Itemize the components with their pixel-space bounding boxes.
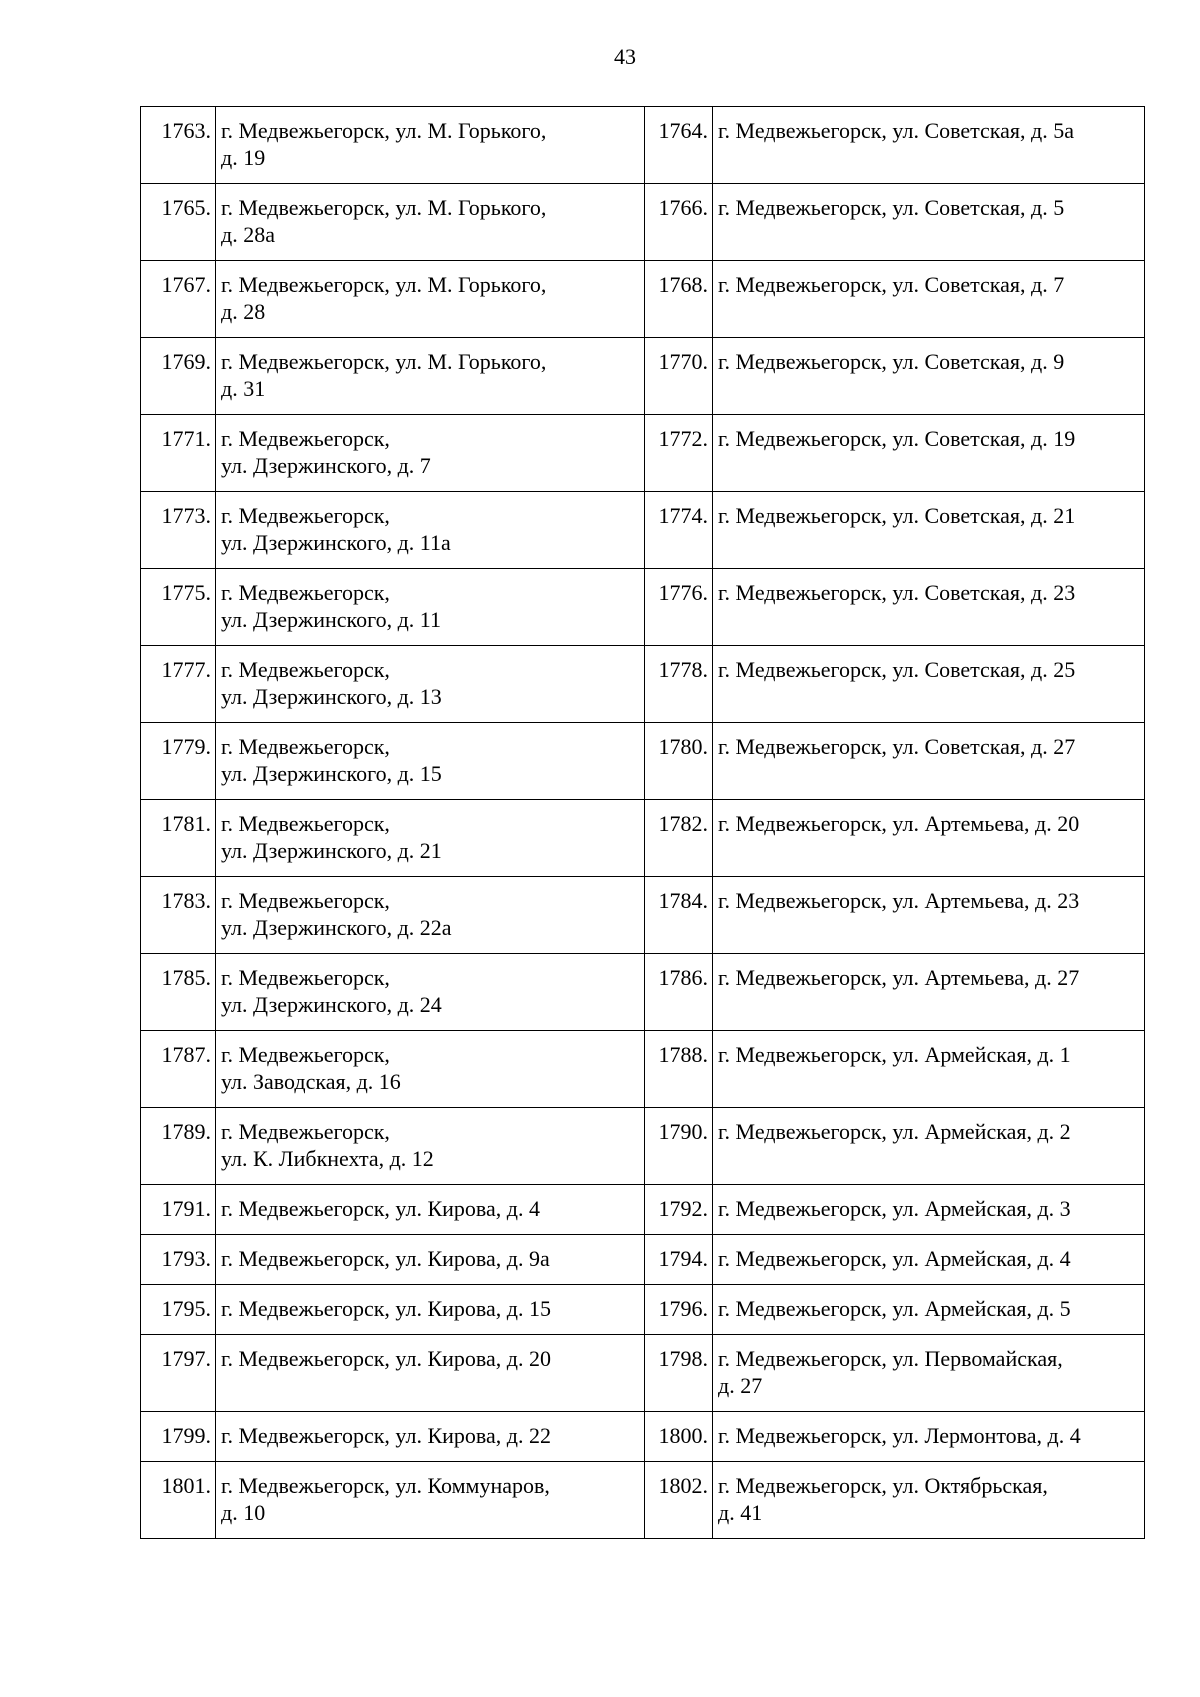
entry-address: г. Медвежьегорск, ул. М. Горького, д. 28 xyxy=(216,261,645,338)
entry-number: 1772. xyxy=(645,415,713,492)
entry-address: г. Медвежьегорск, ул. Заводская, д. 16 xyxy=(216,1031,645,1108)
entry-address: г. Медвежьегорск, ул. Советская, д. 5 xyxy=(713,184,1145,261)
entry-address: г. Медвежьегорск, ул. Дзержинского, д. 22а xyxy=(216,877,645,954)
table-row xyxy=(141,415,1145,492)
table-row xyxy=(141,1185,1145,1235)
entry-address: г. Медвежьегорск, ул. Армейская, д. 3 xyxy=(713,1185,1145,1235)
entry-number: 1797. xyxy=(141,1335,216,1412)
entry-number: 1767. xyxy=(141,261,216,338)
table-row xyxy=(141,261,1145,338)
entry-number: 1763. xyxy=(141,107,216,184)
entry-number: 1779. xyxy=(141,723,216,800)
entry-address: г. Медвежьегорск, ул. Советская, д. 25 xyxy=(713,646,1145,723)
entry-number: 1781. xyxy=(141,800,216,877)
entry-number: 1773. xyxy=(141,492,216,569)
entry-address: г. Медвежьегорск, ул. Армейская, д. 1 xyxy=(713,1031,1145,1108)
entry-address: г. Медвежьегорск, ул. Лермонтова, д. 4 xyxy=(713,1412,1145,1462)
entry-number: 1778. xyxy=(645,646,713,723)
entry-number: 1782. xyxy=(645,800,713,877)
entry-address: г. Медвежьегорск, ул. Кирова, д. 4 xyxy=(216,1185,645,1235)
entry-number: 1769. xyxy=(141,338,216,415)
entry-number: 1785. xyxy=(141,954,216,1031)
entry-address: г. Медвежьегорск, ул. М. Горького, д. 31 xyxy=(216,338,645,415)
entry-address: г. Медвежьегорск, ул. Октябрьская, д. 41 xyxy=(713,1462,1145,1539)
entry-number: 1793. xyxy=(141,1235,216,1285)
table-row xyxy=(141,723,1145,800)
table-row xyxy=(141,1108,1145,1185)
entry-address: г. Медвежьегорск, ул. Артемьева, д. 20 xyxy=(713,800,1145,877)
entry-number: 1789. xyxy=(141,1108,216,1185)
entry-number: 1796. xyxy=(645,1285,713,1335)
entry-number: 1775. xyxy=(141,569,216,646)
entry-address: г. Медвежьегорск, ул. Дзержинского, д. 13 xyxy=(216,646,645,723)
table-row xyxy=(141,338,1145,415)
entry-number: 1792. xyxy=(645,1185,713,1235)
entry-number: 1766. xyxy=(645,184,713,261)
table-row xyxy=(141,800,1145,877)
entry-address: г. Медвежьегорск, ул. Коммунаров, д. 10 xyxy=(216,1462,645,1539)
table-row xyxy=(141,1235,1145,1285)
entry-address: г. Медвежьегорск, ул. Советская, д. 19 xyxy=(713,415,1145,492)
entry-number: 1777. xyxy=(141,646,216,723)
entry-number: 1784. xyxy=(645,877,713,954)
table-row xyxy=(141,877,1145,954)
entry-number: 1771. xyxy=(141,415,216,492)
entry-address: г. Медвежьегорск, ул. Армейская, д. 5 xyxy=(713,1285,1145,1335)
table-row xyxy=(141,1462,1145,1539)
entry-address: г. Медвежьегорск, ул. Дзержинского, д. 24 xyxy=(216,954,645,1031)
table-row xyxy=(141,646,1145,723)
entry-number: 1765. xyxy=(141,184,216,261)
entry-address: г. Медвежьегорск, ул. Дзержинского, д. 11 xyxy=(216,569,645,646)
entry-address: г. Медвежьегорск, ул. Кирова, д. 9а xyxy=(216,1235,645,1285)
address-table xyxy=(140,106,1145,1539)
page-number: 43 xyxy=(614,44,636,69)
entry-address: г. Медвежьегорск, ул. Дзержинского, д. 11а xyxy=(216,492,645,569)
entry-address: г. Медвежьегорск, ул. Советская, д. 9 xyxy=(713,338,1145,415)
entry-address: г. Медвежьегорск, ул. Армейская, д. 4 xyxy=(713,1235,1145,1285)
entry-number: 1783. xyxy=(141,877,216,954)
entry-number: 1800. xyxy=(645,1412,713,1462)
table-row xyxy=(141,1412,1145,1462)
entry-number: 1798. xyxy=(645,1335,713,1412)
entry-number: 1780. xyxy=(645,723,713,800)
entry-number: 1791. xyxy=(141,1185,216,1235)
entry-number: 1799. xyxy=(141,1412,216,1462)
entry-number: 1770. xyxy=(645,338,713,415)
entry-address: г. Медвежьегорск, ул. К. Либкнехта, д. 12 xyxy=(216,1108,645,1185)
entry-address: г. Медвежьегорск, ул. Советская, д. 7 xyxy=(713,261,1145,338)
table-row xyxy=(141,954,1145,1031)
entry-address: г. Медвежьегорск, ул. Советская, д. 23 xyxy=(713,569,1145,646)
entry-number: 1795. xyxy=(141,1285,216,1335)
entry-number: 1786. xyxy=(645,954,713,1031)
table-row xyxy=(141,1335,1145,1412)
entry-number: 1768. xyxy=(645,261,713,338)
entry-number: 1787. xyxy=(141,1031,216,1108)
entry-number: 1790. xyxy=(645,1108,713,1185)
entry-address: г. Медвежьегорск, ул. Советская, д. 5а xyxy=(713,107,1145,184)
entry-address: г. Медвежьегорск, ул. Армейская, д. 2 xyxy=(713,1108,1145,1185)
table-row xyxy=(141,569,1145,646)
entry-number: 1801. xyxy=(141,1462,216,1539)
entry-address: г. Медвежьегорск, ул. Дзержинского, д. 21 xyxy=(216,800,645,877)
table-row xyxy=(141,184,1145,261)
entry-address: г. Медвежьегорск, ул. М. Горького, д. 19 xyxy=(216,107,645,184)
entry-address: г. Медвежьегорск, ул. Дзержинского, д. 15 xyxy=(216,723,645,800)
table-row xyxy=(141,492,1145,569)
entry-address: г. Медвежьегорск, ул. Советская, д. 27 xyxy=(713,723,1145,800)
entry-address: г. Медвежьегорск, ул. Кирова, д. 22 xyxy=(216,1412,645,1462)
entry-address: г. Медвежьегорск, ул. Дзержинского, д. 7 xyxy=(216,415,645,492)
entry-address: г. Медвежьегорск, ул. Артемьева, д. 27 xyxy=(713,954,1145,1031)
entry-address: г. Медвежьегорск, ул. Артемьева, д. 23 xyxy=(713,877,1145,954)
entry-number: 1788. xyxy=(645,1031,713,1108)
table-row xyxy=(141,1031,1145,1108)
entry-number: 1764. xyxy=(645,107,713,184)
entry-address: г. Медвежьегорск, ул. Советская, д. 21 xyxy=(713,492,1145,569)
entry-address: г. Медвежьегорск, ул. Первомайская, д. 27 xyxy=(713,1335,1145,1412)
entry-number: 1802. xyxy=(645,1462,713,1539)
entry-number: 1794. xyxy=(645,1235,713,1285)
entry-address: г. Медвежьегорск, ул. Кирова, д. 15 xyxy=(216,1285,645,1335)
entry-number: 1774. xyxy=(645,492,713,569)
entry-address: г. Медвежьегорск, ул. Кирова, д. 20 xyxy=(216,1335,645,1412)
table-row xyxy=(141,1285,1145,1335)
entry-address: г. Медвежьегорск, ул. М. Горького, д. 28а xyxy=(216,184,645,261)
entry-number: 1776. xyxy=(645,569,713,646)
table-row xyxy=(141,107,1145,184)
